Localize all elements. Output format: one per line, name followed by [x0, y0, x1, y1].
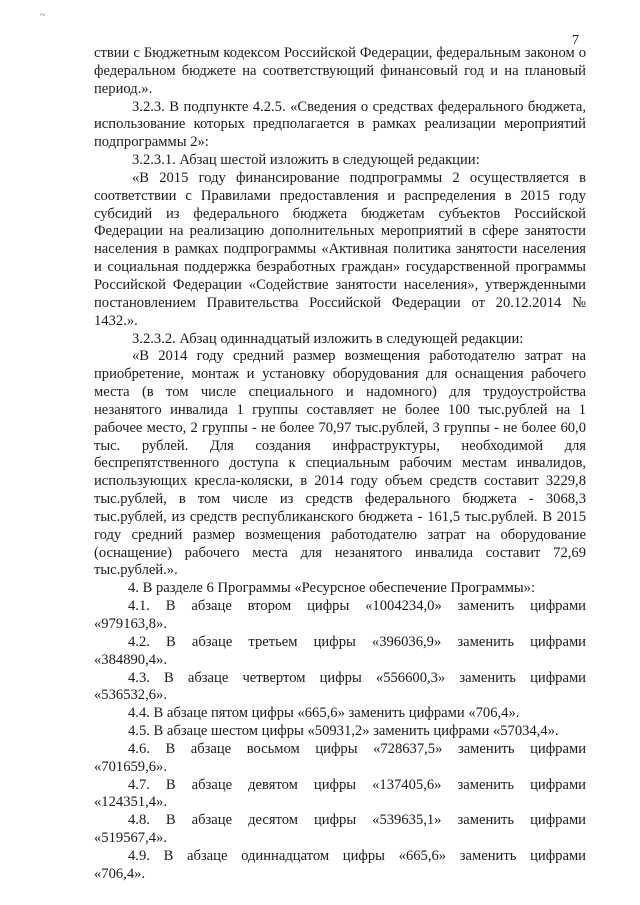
paragraph-4-2: 4.2. В абзаце третьем цифры «396036,9» заменить цифрами «384890,4». — [94, 633, 586, 668]
document-body — [94, 45, 586, 884]
paragraph-4-5: 4.5. В абзаце шестом цифры «50931,2» заменить цифрами «57034,4». — [128, 723, 559, 740]
paragraph-continuation: ствии с Бюджетным кодексом Российской Федерации, федеральным законом о федеральном бюджете на соответствующий финансовый год и на плановый период.». — [94, 45, 586, 97]
paragraph-4-7: 4.7. В абзаце девятом цифры «137405,6» заменить цифрами «124351,4». — [94, 776, 586, 811]
paragraph-section-4: 4. В разделе 6 Программы «Ресурсное обеспечение Программы»: — [128, 580, 536, 597]
paragraph-3-2-3-1: 3.2.3.1. Абзац шестой изложить в следующей редакции: — [132, 152, 480, 169]
paragraph-4-8: 4.8. В абзаце десятом цифры «539635,1» заменить цифрами «519567,4». — [94, 812, 586, 847]
paragraph-4-6: 4.6. В абзаце восьмом цифры «728637,5» заменить цифрами «701659,6». — [94, 740, 586, 775]
page-number: 7 — [572, 33, 579, 48]
paragraph-3-2-3-2: 3.2.3.2. Абзац одиннадцатый изложить в следующей редакции: — [132, 330, 524, 347]
paragraph-quote-2014: «В 2014 году средний размер возмещения работодателю затрат на приобретение, монтаж и установку оборудования для оснащения рабочего места (в том числе специального и надомного) для трудоустройства незанятого инвалида 1 группы составляет не более 100 тыс.рублей на 1 рабочее место, 2 группы - не более 70,97 тыс.рублей, 3 группы - не более 60,0 тыс. рублей. Для создания инфраструктуры, необходимой для беспрепятственного доступа к специальным рабочим местам инвалидов, использующих кресла-коляски, в 2014 году объем средств составит 3229,8 тыс.рублей, в том числе из средств федерального бюджета - 3068,3 тыс.рублей, из средств республиканского бюджета - 161,5 тыс.рублей. В 2015 году средний размер возмещения работодателю затрат на оборудование (оснащение) рабочего места для незанятого инвалида составит 72,69 тыс.рублей.». — [94, 348, 586, 579]
paragraph-4-3: 4.3. В абзаце четвертом цифры «556600,3» заменить цифрами «536532,6». — [94, 669, 586, 704]
paragraph-quote-2015: «В 2015 году финансирование подпрограммы 2 осуществляется в соответствии с Правилами предоставления и распределения в 2015 году субсидий из федерального бюджета бюджетам субъектов Российской Федерации на реализацию дополнительных мероприятий в сфере занятости населения в рамках подпрограммы «Активная политика занятости населения и социальная поддержка безработных граждан» государственной программы Российской Федерации «Содействие занятости населения», утвержденными постановлением Правительства Российской Федерации от 20.12.2014 № 1432.». — [94, 169, 586, 329]
paragraph-4-9: 4.9. В абзаце одиннадцатом цифры «665,6» заменить цифрами «706,4». — [94, 847, 586, 882]
page-mark: ~ — [40, 10, 46, 21]
paragraph-3-2-3: 3.2.3. В подпункте 4.2.5. «Сведения о средствах федерального бюджета, использование которых предполагается в рамках реализации мероприятий подпрограммы 2»: — [94, 98, 586, 151]
paragraph-4-1: 4.1. В абзаце втором цифры «1004234,0» заменить цифрами «979163,8». — [94, 598, 586, 632]
paragraph-4-4: 4.4. В абзаце пятом цифры «665,6» заменить цифрами «706,4». — [128, 705, 520, 722]
